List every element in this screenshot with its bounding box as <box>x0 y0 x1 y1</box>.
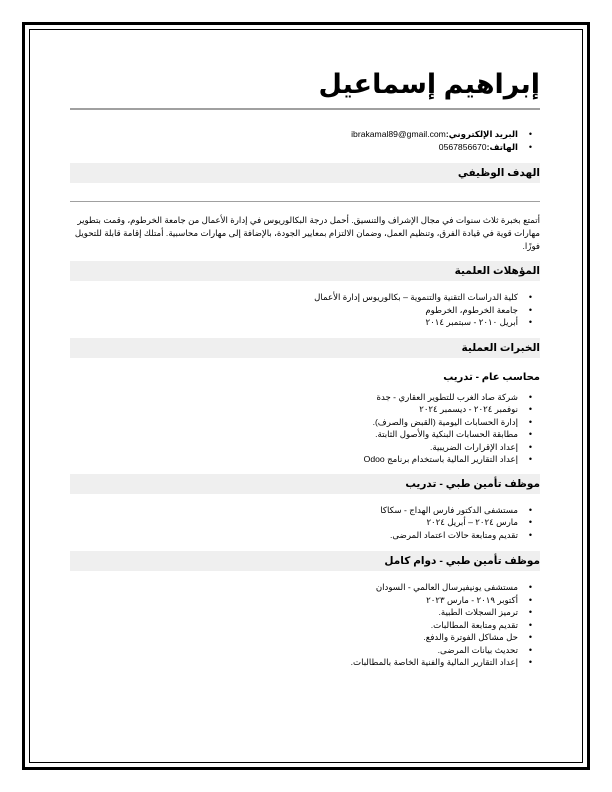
job-detail: • تقديم ومتابعة حالات اعتماد المرضى. <box>70 529 518 542</box>
job-detail: • تحديث بيانات المرضى. <box>70 644 518 657</box>
contact-list <box>70 128 540 153</box>
contact-phone <box>70 141 518 154</box>
job-details-list <box>70 581 540 669</box>
job-detail: • مارس ٢٠٢٤ – أبريل ٢٠٢٤ <box>70 516 518 529</box>
job-detail: • أكتوبر ٢٠١٩ - مارس ٢٠٢٣ <box>70 594 518 607</box>
phone-label: الهاتف: <box>486 141 518 152</box>
job-detail: • تقديم ومتابعة المطالبات. <box>70 619 518 632</box>
job-detail: • مستشفى الدكتور فارس الهداج - سكاكا <box>70 504 518 517</box>
email-label: البريد الإلكتروني: <box>445 129 518 139</box>
email-value[interactable]: ibrakamal89@gmail.com <box>351 129 446 139</box>
objective-text: أتمتع بخبرة ثلاث سنوات في مجال الإشراف والتنسيق. أحمل درجة البكالوريوس في إدارة الأعمال من جامعة الخرطوم، وقمت بتطوير مهارات قوية في قيادة الفرق، وتنظيم العمل، وضمان الالتزام بمعايير الجودة، بالإضافة إلى مهارات محاسبية. أمتلك إقامة قابلة للتحويل فوزًا. <box>74 215 540 251</box>
education-item: • أبريل ٢٠١٠ - سبتمبر ٢٠١٤ <box>70 316 518 329</box>
contact-email <box>70 128 518 141</box>
job-detail: • مطابقة الحسابات البنكية والأصول الثابتة. <box>70 428 518 441</box>
experience-heading: الخبرات العملية <box>70 338 540 358</box>
education-list <box>70 291 540 329</box>
job-detail: • إعداد الإقرارات الضريبية. <box>70 441 518 454</box>
job-details-list <box>70 504 540 542</box>
job-detail: • إدارة الحسابات اليومية (القبض والصرف). <box>70 416 518 429</box>
education-item: • كلية الدراسات التقنية والتنموية – بكالوريوس إدارة الأعمال <box>70 291 518 304</box>
objective-heading: الهدف الوظيفي <box>70 163 540 183</box>
resume-name: إبراهيم إسماعيل <box>318 69 540 99</box>
job-detail: • مستشفى يونيفيرسال العالمي - السودان <box>70 581 518 594</box>
job-detail: • شركة صاد الغرب للتطوير العقاري - جدة <box>70 391 518 404</box>
job-details-list <box>70 391 540 466</box>
education-heading: المؤهلات العلمية <box>70 261 540 281</box>
resume-page <box>70 50 540 669</box>
job-detail: • إعداد التقارير المالية والفنية الخاصة بالمطالبات. <box>70 656 518 669</box>
job-detail: • ترميز السجلات الطبية. <box>70 606 518 619</box>
job-detail: • إعداد التقارير المالية باستخدام برنامج Odoo <box>70 453 518 466</box>
job-title: موظف تأمين طبي - تدريب <box>70 474 540 494</box>
education-item: • جامعة الخرطوم، الخرطوم <box>70 304 518 317</box>
name-divider <box>70 108 540 110</box>
job-detail: • نوفمبر ٢٠٢٤ - ديسمبر ٢٠٢٤ <box>70 403 518 416</box>
job-title: موظف تأمين طبي - دوام كامل <box>70 551 540 571</box>
phone-value[interactable]: 0567856670 <box>438 141 487 152</box>
objective-divider <box>70 201 540 202</box>
job-title: محاسب عام - تدريب <box>443 371 540 383</box>
job-detail: • حل مشاكل الفوترة والدفع. <box>70 631 518 644</box>
